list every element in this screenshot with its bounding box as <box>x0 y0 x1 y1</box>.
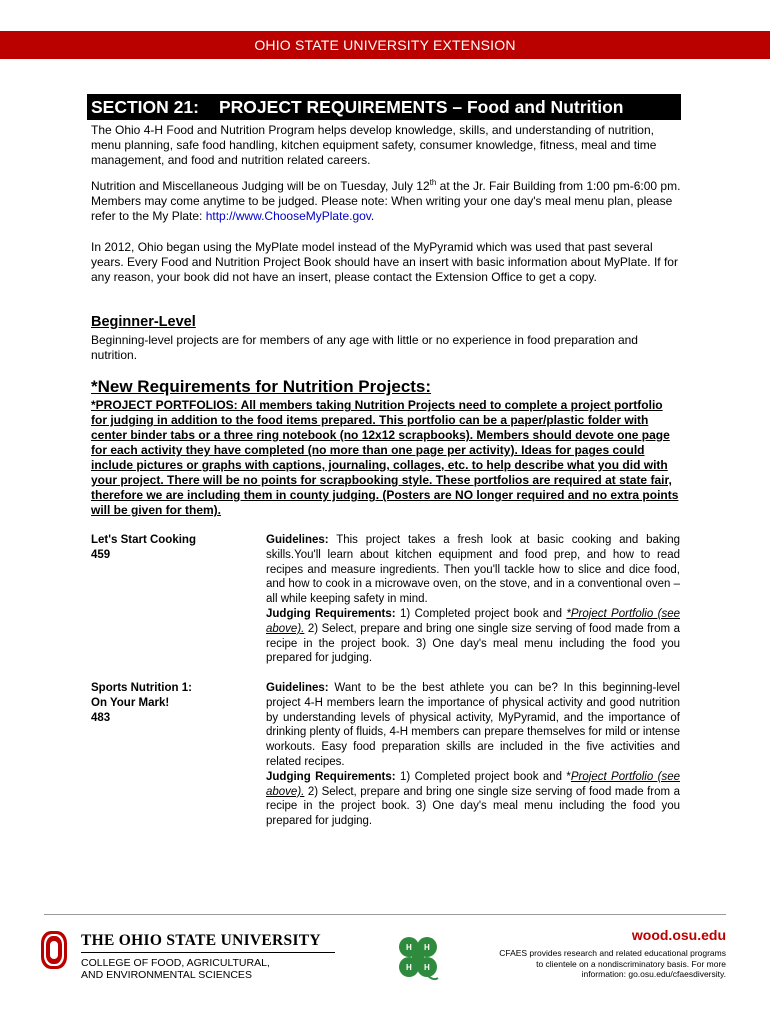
section-heading <box>87 94 681 120</box>
block-o-icon <box>40 930 68 970</box>
judging-requirements-rest: 2) Select, prepare and bring one single size serving of food made from a recipe in the project book. 3) One day's meal menu including the food you prepared for judging. <box>266 785 680 828</box>
judging-requirements-text: 1) Completed project book and <box>395 607 567 620</box>
date-suffix: th <box>429 178 437 187</box>
project-name <box>91 681 261 726</box>
svg-text:H: H <box>406 963 412 972</box>
project-number: 483 <box>91 712 111 724</box>
new-requirements-heading: *New Requirements for Nutrition Projects: <box>91 377 432 396</box>
myplate-paragraph: In 2012, Ohio began using the MyPlate model instead of the MyPyramid which was used that past several years. Every Food and Nutrition Project Book should have an insert with basic information about MyPlate. If for any reason, your book did not have an insert, please contact the Extension Office to get a copy. <box>91 240 678 284</box>
judging-requirements-label: Judging Requirements: <box>266 607 396 620</box>
svg-text:H: H <box>424 943 430 952</box>
project-number: 459 <box>91 549 111 561</box>
beginner-paragraph: Beginning-level projects are for members of any age with little or no experience in food preparation and nutrition. <box>91 333 638 362</box>
portfolio-paragraph: *PROJECT PORTFOLIOS: All members taking Nutrition Projects need to complete a project portfolio for judging in addition to the food items prepared. This portfolio can be a paper/plastic folder with center binder tabs or a three ring notebook (no 12x12 scrapbooks). Members should devote one page for each activity they have completed (no more than one page per activity). Ideas for pages could include pictures or graphs with captions, journaling, collages, etc. to help describe what you did with your project. There will be no points for scrapbooking style. These portfolios are required at state fair, therefore we are including them in county judging. (Posters are NO longer required and no extra points will be given for them). <box>91 398 679 517</box>
wordmark-underline <box>81 952 335 953</box>
guidelines-label: Guidelines: <box>266 682 329 694</box>
judging-details-text: at the Jr. Fair Building from 1:00 pm-6:00 pm. Members may come anytime to be judged. Please note: When writing your one day's meal menu plan, please refer to the My Plate: <box>91 179 681 223</box>
beginner-heading: Beginner-Level <box>91 314 196 330</box>
judging-requirements-label: Judging Requirements: <box>266 770 396 783</box>
intro-paragraph: The Ohio 4-H Food and Nutrition Program helps develop knowledge, skills, and understanding of nutrition, menu planning, safe food handling, kitchen equipment safety, consumer knowledge, fitness, meal and time management, and food and nutrition related careers. <box>91 123 657 167</box>
osu-wordmark: THE OHIO STATE UNIVERSITY <box>81 932 321 949</box>
extension-banner: OHIO STATE UNIVERSITY EXTENSION <box>0 31 770 59</box>
section-title: PROJECT REQUIREMENTS – Food and Nutrition <box>219 97 624 117</box>
judging-date-text: Nutrition and Miscellaneous Judging will be on Tuesday, July 12 <box>91 179 430 193</box>
guidelines-text: This project takes a fresh look at basic cooking and baking skills.You'll learn about kitchen equipment and food prep, and how to read recipes and measure ingredients. Then you'll tackle how to slice and dice food, and how to cook in a microwave oven, on the stove, and in a conventional oven – all while keeping safety in mind. <box>266 534 680 606</box>
guidelines-label: Guidelines: <box>266 534 329 546</box>
project-description <box>266 681 680 829</box>
project-description <box>266 533 680 666</box>
section-number: SECTION 21: <box>91 97 199 117</box>
judging-paragraph <box>91 179 681 224</box>
footer-divider <box>44 914 726 915</box>
project-title: Let's Start Cooking <box>91 534 196 546</box>
college-name-line1: COLLEGE OF FOOD, AGRICULTURAL, <box>81 957 270 969</box>
guidelines-text: Want to be the best athlete you can be? In this beginning-level project 4-H members learn the importance of physical activity and good nutrition by understanding levels of physical activity, MyPyramid, and the importance of drinking plenty of fluids, 4-H members can prepare themselves for mild or intense workouts. Easy food preparation skills are included in the five activities and related recipes. <box>266 682 680 768</box>
cfaes-statement: CFAES provides research and related educational programs to clientele on a nondiscriminatory basis. For more information: go.osu.edu/cfaesdiversity. <box>499 948 726 979</box>
project-subtitle: On Your Mark! <box>91 697 170 709</box>
svg-text:H: H <box>424 963 430 972</box>
project-title: Sports Nutrition 1: <box>91 682 192 694</box>
portfolio-reference: *Project Portfolio (see above). <box>266 607 680 635</box>
svg-text:H: H <box>406 943 412 952</box>
portfolio-reference: Project Portfolio (see above). <box>266 770 680 798</box>
myplate-link[interactable]: http://www.ChooseMyPlate.gov <box>205 209 371 223</box>
4h-clover-icon <box>392 932 444 984</box>
judging-requirements-text: 1) Completed project book and * <box>395 770 571 783</box>
website-link[interactable]: wood.osu.edu <box>631 927 726 943</box>
judging-end: . <box>370 209 375 223</box>
project-name <box>91 533 261 563</box>
judging-requirements-rest: 2) Select, prepare and bring one single size serving of food made from a recipe in the project book. 3) One day's meal menu including the food you prepared for judging. <box>266 622 680 665</box>
college-name-line2: AND ENVIRONMENTAL SCIENCES <box>81 969 252 981</box>
